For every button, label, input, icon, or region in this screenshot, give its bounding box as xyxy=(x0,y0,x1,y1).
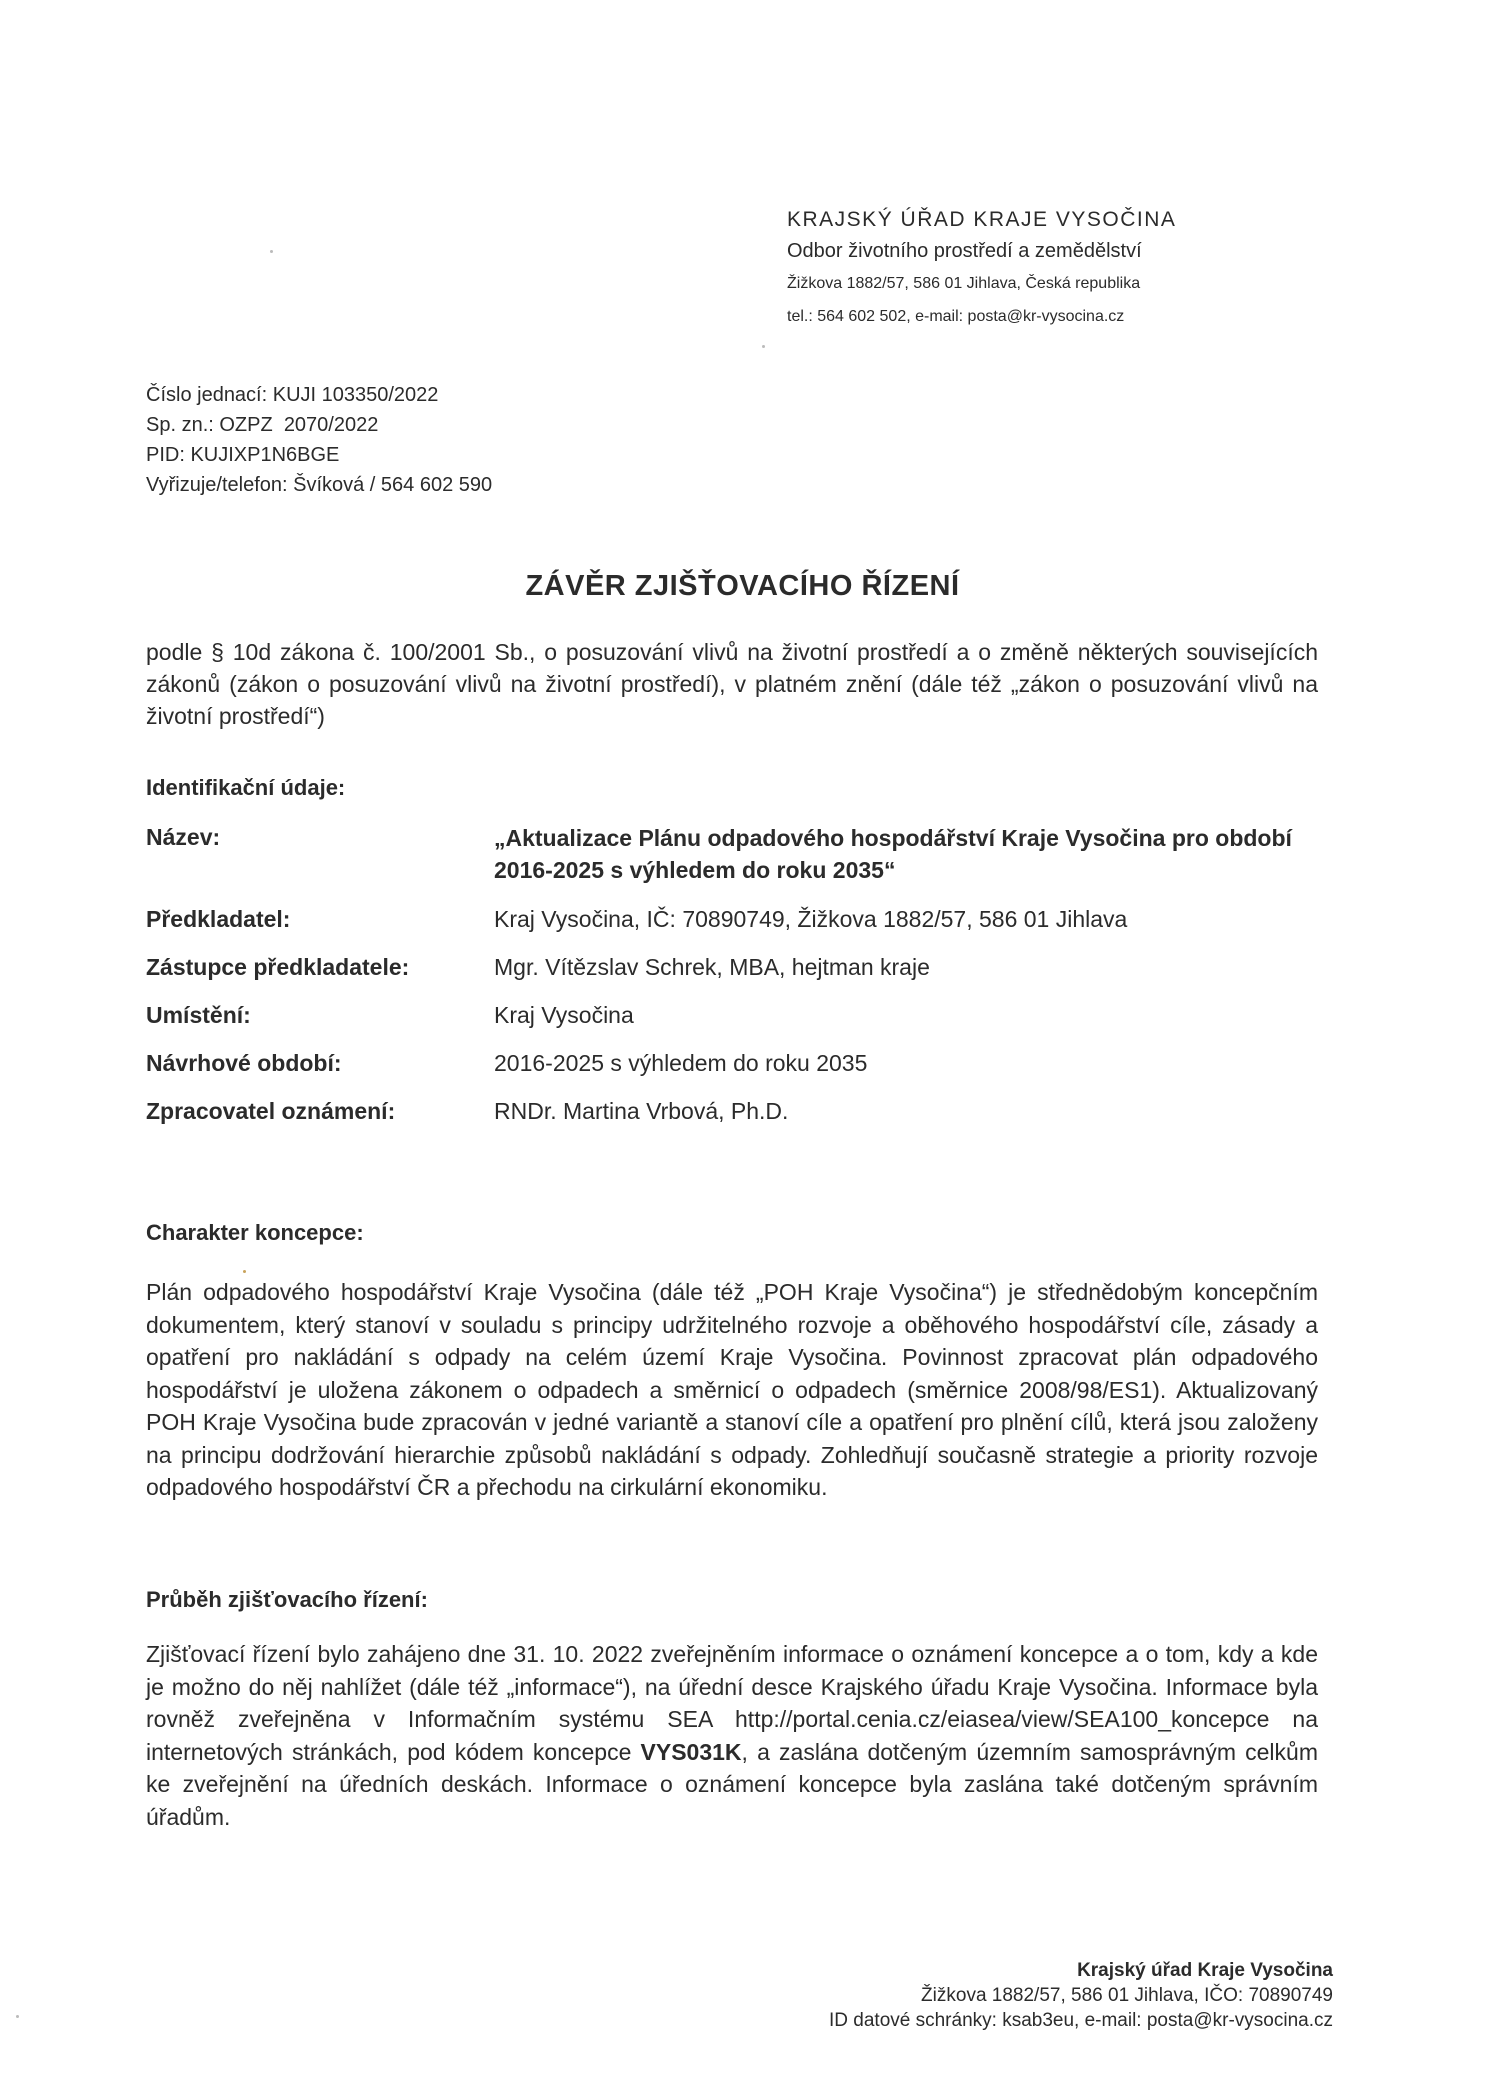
vyrizuje: Vyřizuje/telefon: Švíková / 564 602 590 xyxy=(146,474,493,496)
row-value: 2016-2025 s výhledem do roku 2035 xyxy=(494,1050,868,1076)
scan-speck xyxy=(243,1270,246,1273)
footer-contact: ID datové schránky: ksab3eu, e-mail: posta@kr-vysocina.cz xyxy=(829,2010,1333,2031)
row-value: Kraj Vysočina xyxy=(494,1002,634,1028)
row-label: Návrhové období: xyxy=(146,1050,342,1076)
process-text-before: Zjišťovací řízení bylo zahájeno dne 31. 10. 2022 zveřejněním informace o oznámení koncepce a o tom, kdy a kde je možno do něj nahlížet (dále též „informace“), na úřední desce Krajského úřadu Kraje Vysočina. Informace byla rovněž zveřejněna v Informačním systému SEA http://portal.cenia.cz/eiasea/view/SEA100_koncepce na internetových stránkách, pod kódem koncepce xyxy=(146,1641,1318,1765)
process-text-after: , a zaslána dotčeným územním samosprávným celkům ke zveřejnění na úředních deskách. Informace o oznámení koncepce byla zaslána také dotčeným správním úřadům. xyxy=(146,1738,1318,1830)
row-value: Kraj Vysočina, IČ: 70890749, Žižkova 1882/57, 586 01 Jihlava xyxy=(494,906,1128,932)
legal-basis: podle § 10d zákona č. 100/2001 Sb., o posuzování vlivů na životní prostředí a o změně některých souvisejících zákonů (zákon o posuzování vlivů na životní prostředí), v platném znění (dále též „zákon o posuzování vlivů na životní prostředí“) xyxy=(146,639,1318,729)
identification-heading: Identifikační údaje: xyxy=(146,775,346,800)
concept-code: VYS031K xyxy=(640,1738,742,1765)
letterhead xyxy=(787,205,1176,333)
row-value: RNDr. Martina Vrbová, Ph.D. xyxy=(494,1098,789,1124)
row-value: „Aktualizace Plánu odpadového hospodářství Kraje Vysočina pro období 2016-2025 s výhledem do roku 2035“ xyxy=(494,825,1292,883)
row-label: Předkladatel: xyxy=(146,906,291,932)
process-heading: Průběh zjišťovacího řízení: xyxy=(146,1587,428,1612)
document-title: ZÁVĚR ZJIŠŤOVACÍHO ŘÍZENÍ xyxy=(525,570,960,602)
character-text: Plán odpadového hospodářství Kraje Vysočina (dále též „POH Kraje Vysočina“) je střednědobým koncepčním dokumentem, který stanoví v souladu s principy udržitelného rozvoje a oběhového hospodářství cíle, zásady a opatření pro nakládání s odpady na celém území Kraje Vysočina. Povinnost zpracovat plán odpadového hospodářství je uložena zákonem o odpadech a směrnicí o odpadech (směrnice 2008/98/ES1). Aktualizovaný POH Kraje Vysočina bude zpracován v jedné variantě a stanoví cíle a opatření pro plnění cílů, která jsou založeny na principu dodržování hierarchie způsobů nakládání s odpady. Zohledňují současně strategie a priority rozvoje odpadového hospodářství ČR a přechodu na cirkulární ekonomiku. xyxy=(146,1279,1318,1500)
footer-org: Krajský úřad Kraje Vysočina xyxy=(1077,1960,1333,1981)
pid: PID: KUJIXP1N6BGE xyxy=(146,444,340,466)
table-row xyxy=(146,1096,1318,1144)
identification-table xyxy=(146,822,1318,1144)
table-row xyxy=(146,1048,1318,1096)
row-label: Umístění: xyxy=(146,1002,251,1028)
table-row xyxy=(146,822,1318,904)
row-label: Název: xyxy=(146,824,221,850)
process-text xyxy=(146,1638,1318,1833)
reference-block xyxy=(146,380,492,500)
footer xyxy=(829,1958,1333,2033)
scan-speck xyxy=(270,250,273,253)
org-contact: tel.: 564 602 502, e-mail: posta@kr-vysocina.cz xyxy=(787,308,1125,325)
footer-address: Žižkova 1882/57, 586 01 Jihlava, IČO: 70890749 xyxy=(921,1985,1333,2006)
character-heading: Charakter koncepce: xyxy=(146,1220,364,1245)
department: Odbor životního prostředí a zemědělství xyxy=(787,240,1142,262)
cislo-jednaci: Číslo jednací: KUJI 103350/2022 xyxy=(146,384,439,406)
scan-speck xyxy=(16,2015,19,2018)
row-value: Mgr. Vítězslav Schrek, MBA, hejtman kraje xyxy=(494,954,930,980)
scan-speck xyxy=(762,345,765,348)
table-row xyxy=(146,952,1318,1000)
row-label: Zástupce předkladatele: xyxy=(146,954,410,980)
org-address: Žižkova 1882/57, 586 01 Jihlava, Česká republika xyxy=(787,275,1141,292)
row-label: Zpracovatel oznámení: xyxy=(146,1098,396,1124)
table-row xyxy=(146,1000,1318,1048)
spisova-znacka: Sp. zn.: OZPZ 2070/2022 xyxy=(146,414,379,436)
org-name: KRAJSKÝ ÚŘAD KRAJE VYSOČINA xyxy=(787,208,1177,231)
table-row xyxy=(146,904,1318,952)
